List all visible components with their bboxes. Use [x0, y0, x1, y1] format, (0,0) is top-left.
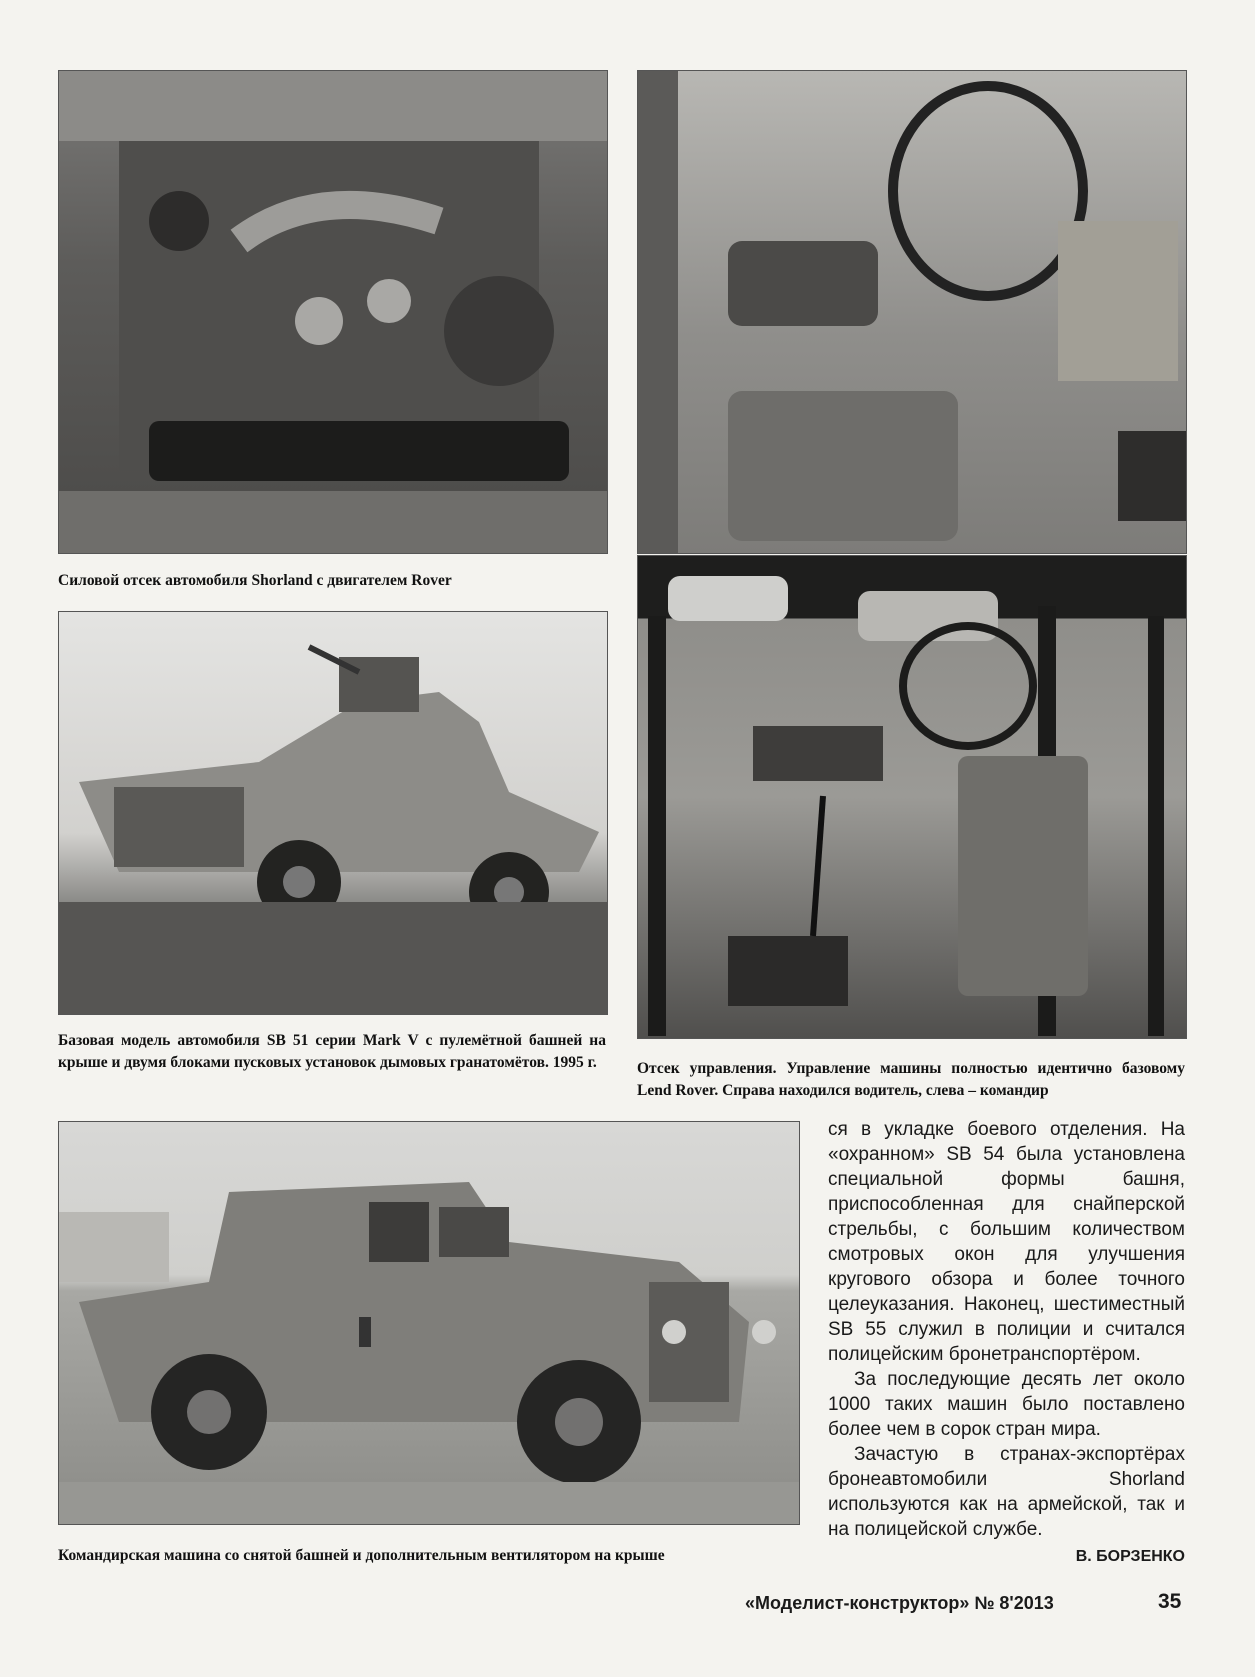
- control-compartment-photo: [637, 555, 1187, 1039]
- commander-vehicle-photo: [58, 1121, 800, 1525]
- base-model-photo: [58, 611, 608, 1015]
- page-number: 35: [1158, 1590, 1182, 1613]
- commander-vehicle-caption: Командирская машина со снятой башней и дополнительным вентилятором на крыше: [58, 1547, 665, 1564]
- cab-interior-photo: [637, 70, 1187, 554]
- article-body: [828, 1117, 1185, 1542]
- engine-photo-caption: Силовой отсек автомобиля Shorland с двигателем Rover: [58, 572, 452, 589]
- article-paragraph: ся в укладке боевого отделения. На «охранном» SB 54 была установлена специальной формы башня, приспособленная для снайперской стрельбы, с большим количеством смотровых окон для улучшения кругового обзора и более точного целеуказания. Наконец, шестиместный SB 55 служил в полиции и считался полицейским бронетранспортёром.: [828, 1119, 1185, 1365]
- article-paragraph: Зачастую в странах-экспортёрах бронеавтомобили Shorland используются как на армейской, так и на полицейской службе.: [828, 1444, 1185, 1540]
- article-author: В. БОРЗЕНКО: [1075, 1548, 1185, 1565]
- article-paragraph: За последующие десять лет около 1000 таких машин было поставлено более чем в сорок стран мира.: [828, 1369, 1185, 1440]
- control-compartment-caption: Отсек управления. Управление машины полностью идентично базовому Lend Rover. Справа находился водитель, слева – командир: [637, 1060, 1185, 1099]
- base-model-caption: Базовая модель автомобиля SB 51 серии Mark V с пулемётной башней на крыше и двумя блоками пусковых установок дымовых гранатомётов. 1995 г.: [58, 1032, 606, 1071]
- magazine-footer-title: «Моделист-конструктор» № 8'2013: [745, 1593, 1054, 1613]
- engine-compartment-photo: [58, 70, 608, 554]
